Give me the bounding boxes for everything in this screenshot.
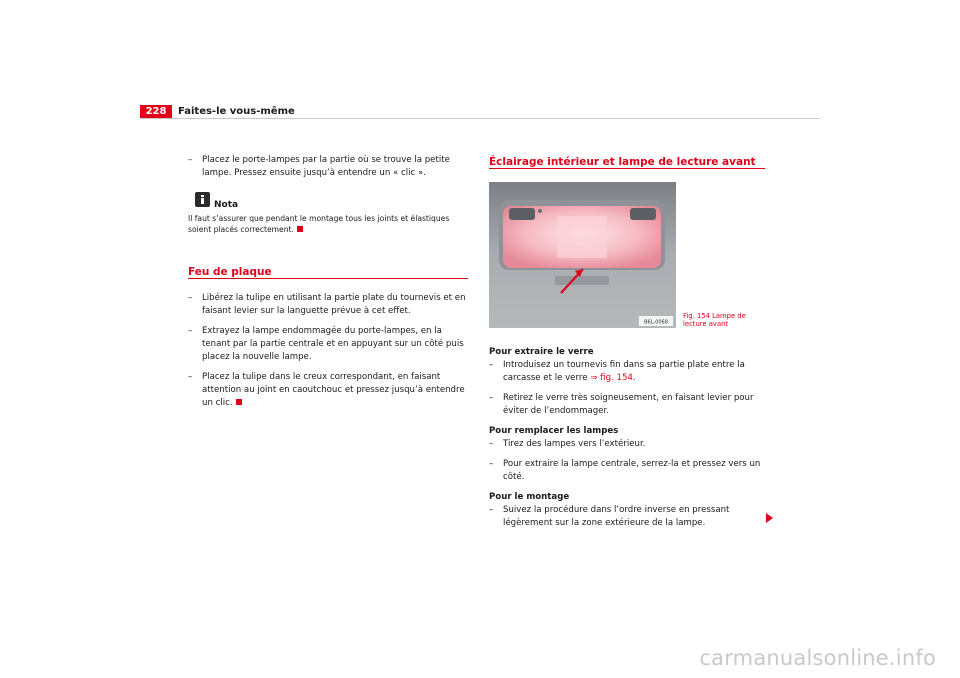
dash-marker: – bbox=[489, 505, 494, 515]
step-text: Libérez la tulipe en utilisant la partie plate du tournevis et en faisant levier sur la languette prévue à cet effet. bbox=[202, 293, 466, 316]
figure-code: B6L-0068 bbox=[644, 319, 668, 326]
list-item bbox=[489, 392, 769, 418]
dash-marker: – bbox=[489, 459, 494, 469]
running-header-title: Faites-le vous-même bbox=[178, 106, 295, 117]
step-text: Placez la tulipe dans le creux correspondant, en faisant attention au joint en caoutchouc et pressez jusqu’à entendre un clic. bbox=[202, 372, 465, 408]
intro-bullet bbox=[188, 154, 468, 180]
figure-caption: Fig. 154 Lampe de lecture avant bbox=[683, 312, 746, 328]
dash-marker: – bbox=[489, 439, 494, 449]
note-body: Il faut s’assurer que pendant le montage tous les joints et élastiques soient placés correctement. bbox=[188, 214, 450, 234]
step-text: Suivez la procédure dans l’ordre inverse en pressant légèrement sur la zone extérieure de la lampe. bbox=[503, 505, 730, 528]
list-item bbox=[489, 458, 769, 484]
subheading-remplacer: Pour remplacer les lampes bbox=[489, 426, 619, 436]
info-icon bbox=[195, 192, 210, 207]
note-label: Nota bbox=[214, 200, 239, 210]
step-text: Tirez des lampes vers l’extérieur. bbox=[503, 439, 646, 449]
section-title-eclairage: Éclairage intérieur et lampe de lecture avant bbox=[489, 156, 756, 168]
intro-bullet-text: Placez le porte-lampes par la partie où se trouve la petite lampe. Pressez ensuite jusqu’à entendre un « clic ». bbox=[202, 155, 450, 178]
feu-de-plaque-steps bbox=[188, 292, 468, 410]
dash-marker: – bbox=[489, 393, 494, 403]
dash-marker: – bbox=[188, 372, 193, 382]
note-text bbox=[188, 213, 468, 235]
list-item bbox=[188, 325, 468, 364]
dash-marker: – bbox=[188, 155, 193, 165]
step-text: Retirez le verre très soigneusement, en faisant levier pour éviter de l’endommager. bbox=[503, 393, 754, 416]
section-divider bbox=[489, 168, 765, 169]
list-item bbox=[188, 292, 468, 318]
section-divider bbox=[188, 278, 468, 279]
figure-reference-link[interactable]: ⇒ fig. 154 bbox=[590, 373, 633, 383]
step-text: Introduisez un tournevis fin dans sa partie plate entre la carcasse et le verre bbox=[503, 360, 745, 383]
end-of-section-marker bbox=[297, 226, 303, 232]
header-divider bbox=[140, 118, 820, 119]
list-item bbox=[489, 359, 769, 385]
step-text: Extrayez la lampe endommagée du porte-lampes, en la tenant par la partie centrale et en appuyant sur un côté puis placez la nouvelle lampe. bbox=[202, 326, 464, 362]
dash-marker: – bbox=[188, 293, 193, 303]
dash-marker: – bbox=[188, 326, 193, 336]
step-text: Pour extraire la lampe centrale, serrez-la et pressez vers un côté. bbox=[503, 459, 761, 482]
list-item bbox=[489, 438, 769, 451]
subheading-extraire: Pour extraire le verre bbox=[489, 347, 594, 357]
subheading-montage: Pour le montage bbox=[489, 492, 570, 502]
end-of-section-marker bbox=[236, 399, 242, 405]
eclairage-instructions bbox=[489, 346, 769, 530]
page-number: 228 bbox=[140, 105, 172, 119]
reading-lamp-figure bbox=[489, 182, 676, 328]
watermark: carmanualsonline.info bbox=[699, 646, 936, 670]
list-item bbox=[489, 504, 769, 530]
section-title-feu-de-plaque: Feu de plaque bbox=[188, 266, 272, 278]
step-text-tail: . bbox=[632, 373, 636, 383]
list-item bbox=[188, 371, 468, 410]
next-page-arrow-icon bbox=[766, 513, 773, 523]
reading-lamp-illustration bbox=[489, 182, 676, 328]
dash-marker: – bbox=[489, 360, 494, 370]
